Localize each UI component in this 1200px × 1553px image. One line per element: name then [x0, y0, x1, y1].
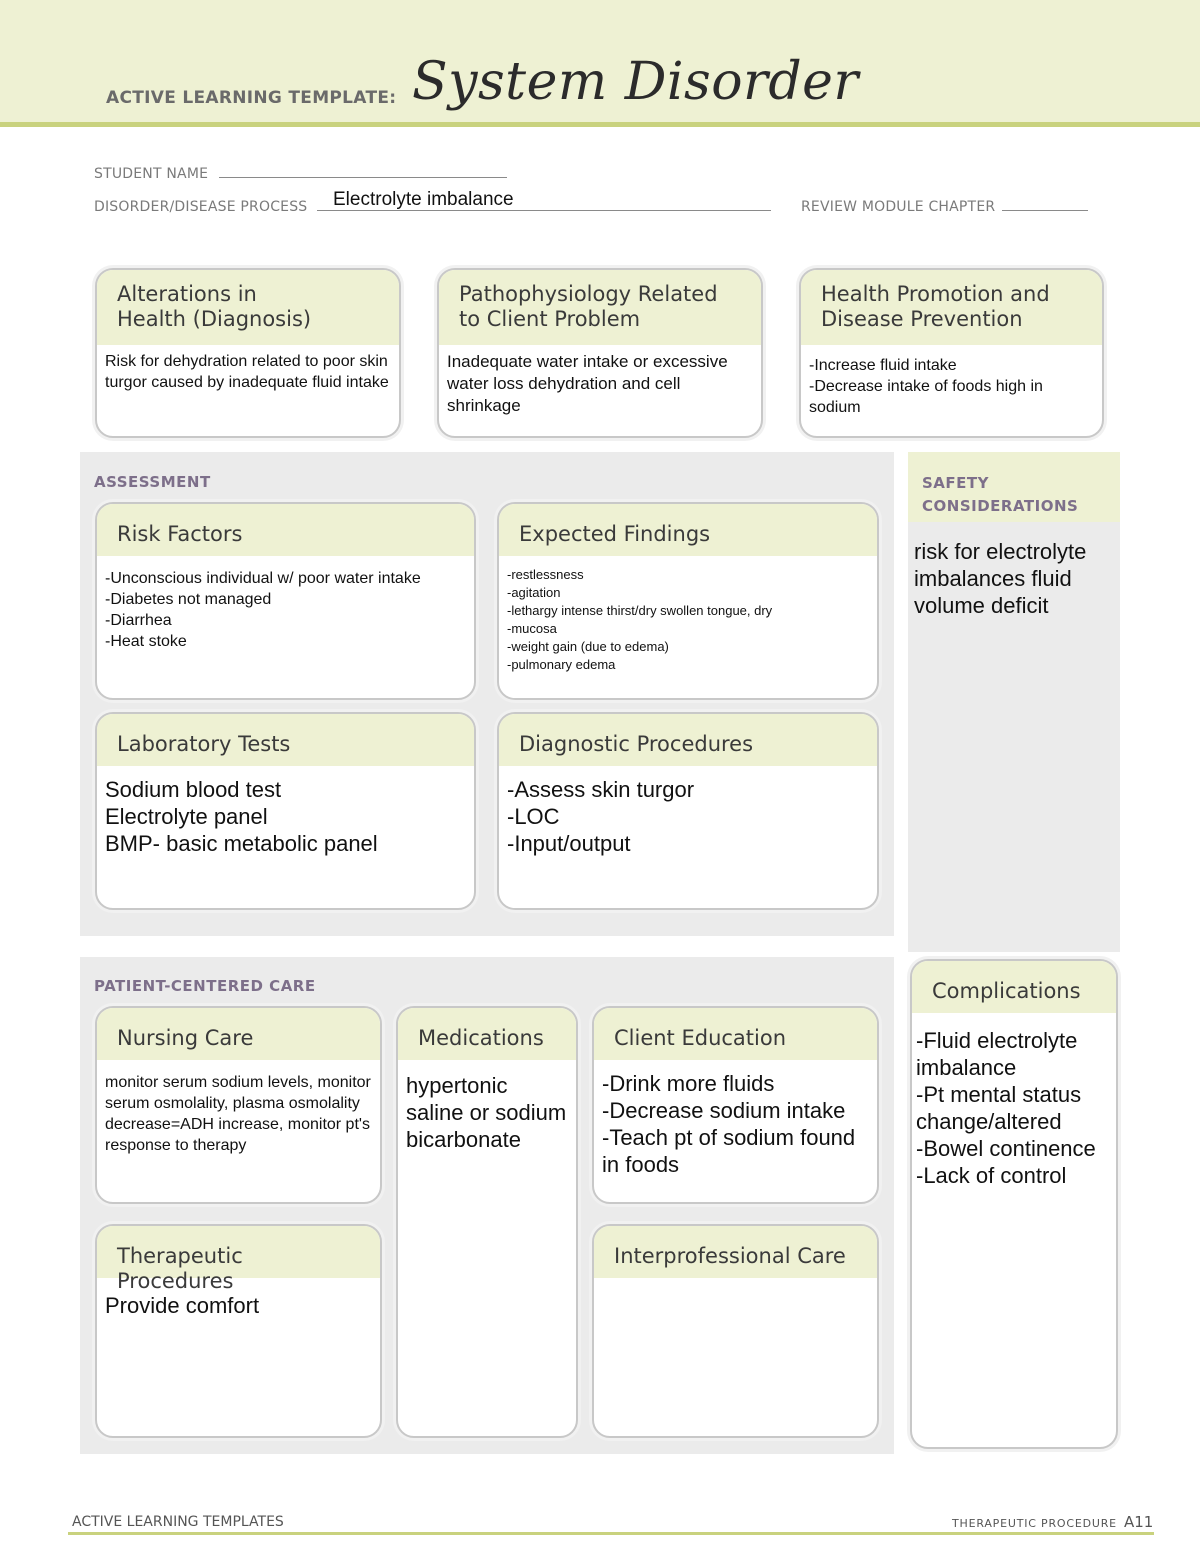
nursing-care-card	[95, 1006, 382, 1204]
expected-findings-card	[497, 502, 879, 700]
safety-section	[908, 452, 1120, 952]
complications-card	[910, 959, 1118, 1449]
patient-care-title: PATIENT-CENTERED CARE	[94, 977, 316, 995]
complications-body[interactable]: -Fluid electrolyte imbalance -Pt mental status change/altered -Bowel continence -Lack of control	[916, 1028, 1096, 1188]
complications-title: Complications	[912, 961, 1116, 1013]
client-education-title: Client Education	[594, 1008, 877, 1060]
alterations-body[interactable]: Risk for dehydration related to poor skin turgor caused by inadequate fluid intake	[105, 353, 389, 391]
safety-title: SAFETY CONSIDERATIONS	[922, 474, 1079, 515]
diagnostic-procedures-title: Diagnostic Procedures	[499, 714, 877, 766]
header-rule	[0, 122, 1200, 127]
template-label: ACTIVE LEARNING TEMPLATE:	[106, 88, 397, 108]
review-module-label: REVIEW MODULE CHAPTER	[801, 199, 996, 215]
therapeutic-procedures-card	[95, 1224, 382, 1438]
laboratory-tests-title: Laboratory Tests	[97, 714, 474, 766]
nursing-care-body[interactable]: monitor serum sodium levels, monitor serum osmolality, plasma osmolality decrease=ADH increase, monitor pt's response to therapy	[105, 1074, 371, 1154]
review-row	[801, 199, 1088, 215]
medications-title: Medications	[398, 1008, 576, 1060]
client-education-card	[592, 1006, 879, 1204]
medications-body[interactable]: hypertonic saline or sodium bicarbonate	[406, 1073, 567, 1152]
expected-findings-body[interactable]: -restlessness -agitation -lethargy intense thirst/dry swollen tongue, dry -mucosa -weight gain (due to edema) -pulmonary edema	[507, 567, 773, 672]
footer-right-label: THERAPEUTIC PROCEDURE	[952, 1517, 1117, 1530]
footer-left-label: ACTIVE LEARNING TEMPLATES	[72, 1514, 284, 1530]
interprofessional-care-title: Interprofessional Care	[594, 1226, 877, 1278]
therapeutic-procedures-title: Therapeutic Procedures	[97, 1226, 380, 1278]
laboratory-tests-card	[95, 712, 476, 910]
pathophysiology-body[interactable]: Inadequate water intake or excessive water loss dehydration and cell shrinkage	[447, 352, 728, 415]
diagnostic-procedures-card	[497, 712, 879, 910]
expected-findings-title: Expected Findings	[499, 504, 877, 556]
nursing-care-title: Nursing Care	[97, 1008, 380, 1060]
interprofessional-care-body[interactable]	[594, 1278, 877, 1290]
pathophysiology-title: Pathophysiology Related to Client Problem	[439, 270, 761, 345]
risk-factors-card	[95, 502, 476, 700]
alterations-title: Alterations in Health (Diagnosis)	[97, 270, 399, 345]
page-number: A11	[1124, 1513, 1154, 1531]
health-promotion-card	[799, 268, 1104, 438]
safety-body[interactable]: risk for electrolyte imbalances fluid volume deficit	[914, 539, 1087, 618]
pathophysiology-card	[437, 268, 763, 438]
disorder-value: Electrolyte imbalance	[333, 189, 514, 210]
health-promotion-title: Health Promotion and Disease Prevention	[801, 270, 1102, 345]
client-education-body[interactable]: -Drink more fluids -Decrease sodium intake -Teach pt of sodium found in foods	[602, 1071, 856, 1177]
assessment-title: ASSESSMENT	[94, 473, 211, 491]
health-promotion-body[interactable]: -Increase fluid intake -Decrease intake of foods high in sodium	[809, 357, 1043, 416]
student-name-field[interactable]	[219, 166, 507, 178]
disorder-label: DISORDER/DISEASE PROCESS	[94, 199, 308, 215]
footer-rule	[68, 1532, 1154, 1535]
risk-factors-title: Risk Factors	[97, 504, 474, 556]
diagnostic-procedures-body[interactable]: -Assess skin turgor -LOC -Input/output	[507, 777, 695, 856]
therapeutic-procedures-body[interactable]: Provide comfort	[105, 1293, 260, 1318]
alterations-card	[95, 268, 401, 438]
student-name-row	[94, 166, 507, 182]
risk-factors-body[interactable]: -Unconscious individual w/ poor water intake -Diabetes not managed -Diarrhea -Heat stoke	[105, 570, 421, 650]
medications-card	[396, 1006, 578, 1438]
interprofessional-care-card	[592, 1224, 879, 1438]
review-module-field[interactable]	[1002, 199, 1088, 211]
student-name-label: STUDENT NAME	[94, 166, 209, 182]
laboratory-tests-body[interactable]: Sodium blood test Electrolyte panel BMP- basic metabolic panel	[105, 777, 378, 856]
page-title: System Disorder	[412, 52, 859, 112]
